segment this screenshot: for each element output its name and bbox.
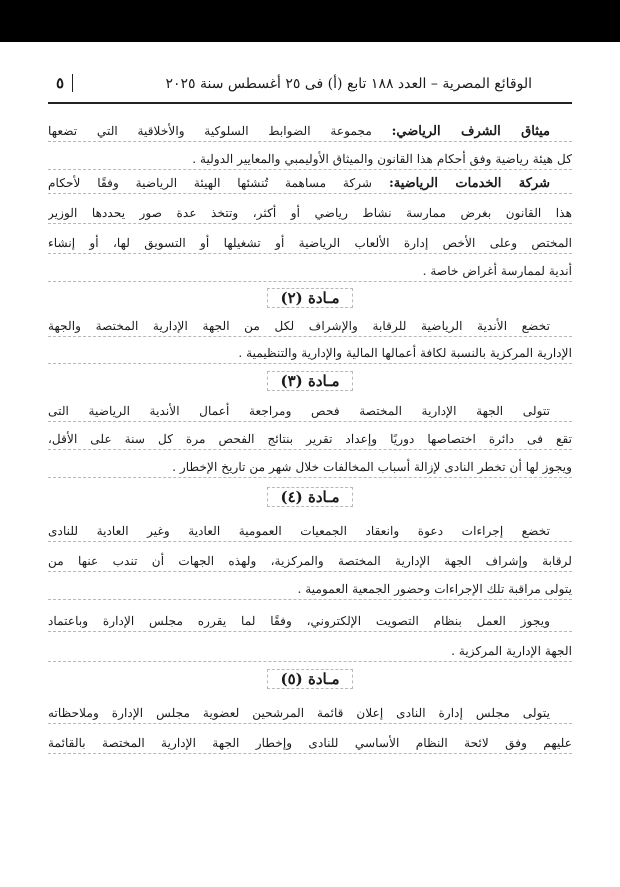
paragraph-line: عليهم وفق لائحة النظام الأساسي للنادى وإخطار الجهة الإدارية المختصة بالقائمة [48, 734, 572, 754]
article-4-heading: مـادة (٤) [48, 486, 572, 508]
paragraph-line: تقع فى دائرة اختصاصها دوريًا وإعداد تقرير بنتائج الفحص مرة كل سنة على الأقل، [48, 430, 572, 450]
article-5-heading: مـادة (٥) [48, 668, 572, 690]
paragraph-line: هذا القانون بغرض ممارسة نشاط رياضي أو أكثر، وتتخذ عدة صور يحددها الوزير [48, 204, 572, 224]
paragraph-line: الإدارية المركزية بالنسبة لكافة أعمالها المالية والإدارية والتنظيمية . [48, 344, 572, 364]
term-sports-services: شركة الخدمات الرياضية: [388, 176, 551, 191]
article-3-heading: مـادة (٣) [48, 370, 572, 392]
paragraph-line: يتولى مراقبة تلك الإجراءات وحضور الجمعية العمومية . [48, 580, 572, 600]
gazette-title: الوقائع المصرية – العدد ١٨٨ تابع (أ) فى ٢٥ أغسطس سنة ٢٠٢٥ [165, 76, 532, 92]
page-header [48, 72, 572, 104]
paragraph-line: لرقابة وإشراف الجهة الإدارية المختصة والمركزية، ولهذه الجهات أن تندب عنها من [48, 552, 572, 572]
page-number: ٥ [56, 74, 73, 92]
article-2-heading: مـادة (٢) [48, 287, 572, 309]
paragraph-line: يتولى مجلس إدارة النادى إعلان قائمة المرشحين لعضوية مجلس الإدارة وملاحظاته [48, 704, 572, 724]
paragraph-line: أندية لممارسة أغراض خاصة . [48, 262, 572, 282]
paragraph-line: تخضع إجراءات دعوة وانعقاد الجمعيات العمومية العادية وغير العادية للنادى [48, 522, 572, 542]
definition-services-line: شركة الخدمات الرياضية: شركة مساهمة تُنشئها الهيئة الرياضية وفقًا لأحكام [48, 174, 572, 194]
definition-charter-line: ميثاق الشرف الرياضي: مجموعة الضوابط السلوكية والأخلاقية التي تضعها [48, 122, 572, 142]
paragraph-line: المختص وعلى الأخص إدارة الألعاب الرياضية أو تشغيلها أو التسويق لها، أو إنشاء [48, 234, 572, 254]
term-sports-charter: ميثاق الشرف الرياضي: [391, 124, 551, 139]
paragraph-line: الجهة الإدارية المركزية . [48, 642, 572, 662]
paragraph-line: تتولى الجهة الإدارية المختصة فحص ومراجعة أعمال الأندية الرياضية التى [48, 402, 572, 422]
paragraph-line: تخضع الأندية الرياضية للرقابة والإشراف لكل من الجهة الإدارية المختصة والجهة [48, 317, 572, 337]
top-black-bar [0, 0, 620, 42]
paragraph-line: ويجوز العمل بنظام التصويت الإلكتروني، وفقًا لما يقرره مجلس الإدارة وباعتماد [48, 612, 572, 632]
paragraph-line: كل هيئة رياضية وفق أحكام هذا القانون والميثاق الأوليمبي والمعايير الدولية . [48, 150, 572, 170]
paragraph-line: ويجوز لها أن تخطر النادى لإزالة أسباب المخالفات خلال شهر من تاريخ الإخطار . [48, 458, 572, 478]
